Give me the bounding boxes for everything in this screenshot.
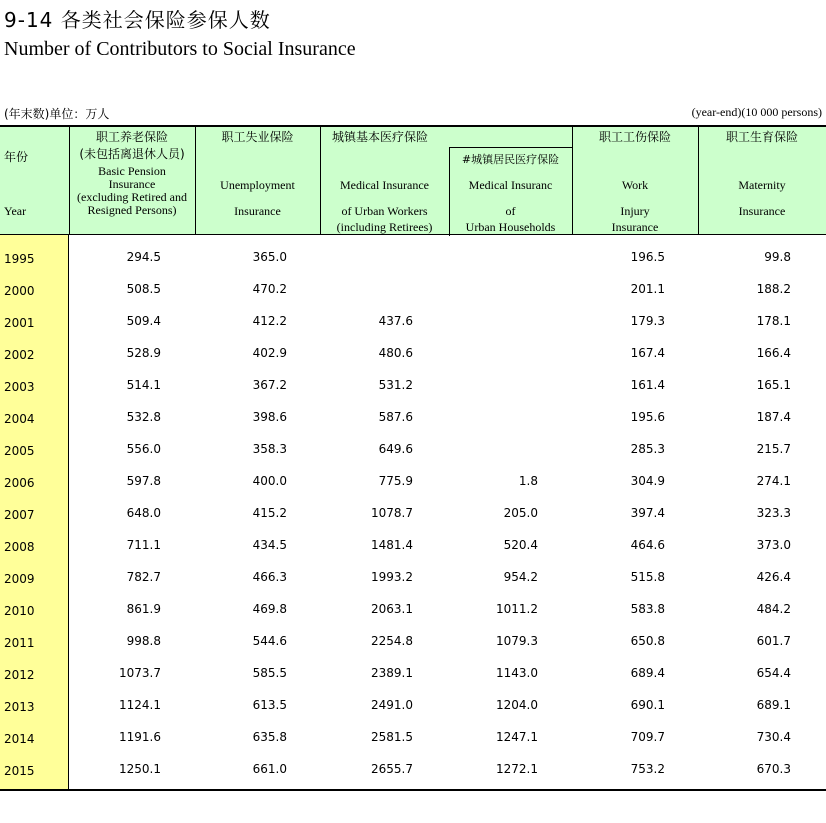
table-row xyxy=(0,561,826,593)
cell-urban: 1272.1 xyxy=(496,762,538,776)
cell-unemp: 400.0 xyxy=(252,474,287,488)
cell-pension: 532.8 xyxy=(126,410,161,424)
row-year: 2003 xyxy=(4,380,35,394)
header-unemployment-cn: 职工失业保险 xyxy=(221,130,294,144)
row-year: 2005 xyxy=(4,444,35,458)
cell-unemp: 412.2 xyxy=(252,314,287,328)
table-row xyxy=(0,689,826,721)
cell-pension: 509.4 xyxy=(126,314,161,328)
table-row xyxy=(0,593,826,625)
cell-pension: 294.5 xyxy=(126,250,161,264)
header-injury-en: Insurance xyxy=(611,220,659,234)
cell-maternity: 601.7 xyxy=(756,634,791,648)
table-row xyxy=(0,337,826,369)
header-year-en: Year xyxy=(4,204,27,218)
cell-maternity: 323.3 xyxy=(756,506,791,520)
cell-unemp: 469.8 xyxy=(252,602,287,616)
cell-urban: 1247.1 xyxy=(496,730,538,744)
header-urban-households-en: of xyxy=(505,204,516,218)
cell-pension: 1073.7 xyxy=(119,666,161,680)
cell-maternity: 426.4 xyxy=(756,570,791,584)
cell-urban: 205.0 xyxy=(503,506,538,520)
header-injury-en: Injury xyxy=(620,204,650,218)
header-maternity-cn: 职工生育保险 xyxy=(725,130,798,144)
cell-medical: 480.6 xyxy=(378,346,413,360)
table-row xyxy=(0,721,826,753)
table-body xyxy=(0,241,826,785)
cell-injury: 196.5 xyxy=(630,250,665,264)
cell-unemp: 358.3 xyxy=(252,442,287,456)
cell-pension: 711.1 xyxy=(126,538,161,552)
header-pension-cn: 职工养老保险 xyxy=(95,130,168,144)
cell-maternity: 670.3 xyxy=(756,762,791,776)
row-year: 2010 xyxy=(4,604,35,618)
cell-unemp: 635.8 xyxy=(252,730,287,744)
cell-medical: 587.6 xyxy=(378,410,413,424)
cell-maternity: 689.1 xyxy=(756,698,791,712)
row-year: 2002 xyxy=(4,348,35,362)
header-maternity-en: Insurance xyxy=(738,204,786,218)
table-row xyxy=(0,657,826,689)
cell-medical: 649.6 xyxy=(378,442,413,456)
cell-pension: 597.8 xyxy=(126,474,161,488)
cell-medical: 1481.4 xyxy=(371,538,413,552)
cell-maternity: 178.1 xyxy=(756,314,791,328)
cell-medical: 437.6 xyxy=(378,314,413,328)
cell-urban: 1204.0 xyxy=(496,698,538,712)
cell-injury: 201.1 xyxy=(630,282,665,296)
cell-medical: 2655.7 xyxy=(371,762,413,776)
cell-unemp: 613.5 xyxy=(252,698,287,712)
cell-injury: 515.8 xyxy=(630,570,665,584)
header-unemployment-en: Insurance xyxy=(234,204,281,218)
cell-injury: 304.9 xyxy=(630,474,665,488)
header-unemployment-en: Unemployment xyxy=(220,178,295,192)
header-urban-households-cn: #城镇居民医疗保险 xyxy=(461,153,560,166)
header-medical-en: (including Retirees) xyxy=(336,220,433,234)
cell-injury: 195.6 xyxy=(630,410,665,424)
cell-urban: 1.8 xyxy=(518,474,538,488)
cell-medical: 1078.7 xyxy=(371,506,413,520)
cell-pension: 1124.1 xyxy=(119,698,161,712)
table-bottom-rule xyxy=(0,789,826,791)
cell-unemp: 585.5 xyxy=(252,666,287,680)
table-row xyxy=(0,401,826,433)
header-pension xyxy=(69,129,195,217)
cell-injury: 690.1 xyxy=(630,698,665,712)
cell-pension: 514.1 xyxy=(126,378,161,392)
cell-maternity: 99.8 xyxy=(764,250,791,264)
header-maternity-en: Maternity xyxy=(738,178,786,192)
cell-injury: 650.8 xyxy=(630,634,665,648)
cell-pension: 861.9 xyxy=(126,602,161,616)
cell-medical: 2254.8 xyxy=(371,634,413,648)
cell-unemp: 398.6 xyxy=(252,410,287,424)
cell-maternity: 274.1 xyxy=(756,474,791,488)
cell-maternity: 654.4 xyxy=(756,666,791,680)
row-year: 2009 xyxy=(4,572,35,586)
cell-injury: 161.4 xyxy=(630,378,665,392)
row-year: 2008 xyxy=(4,540,35,554)
cell-unemp: 470.2 xyxy=(252,282,287,296)
cell-urban: 1011.2 xyxy=(496,602,538,616)
cell-pension: 998.8 xyxy=(126,634,161,648)
table-row xyxy=(0,305,826,337)
cell-medical: 2389.1 xyxy=(371,666,413,680)
cell-maternity: 484.2 xyxy=(756,602,791,616)
header-medical-en: Medical Insurance xyxy=(340,178,429,192)
table-row xyxy=(0,241,826,273)
header-pension-en: Resigned Persons) xyxy=(87,203,177,217)
cell-urban: 954.2 xyxy=(503,570,538,584)
cell-maternity: 373.0 xyxy=(756,538,791,552)
header-pension-en: Basic Pension xyxy=(98,164,166,178)
row-year: 2012 xyxy=(4,668,35,682)
cell-unemp: 367.2 xyxy=(252,378,287,392)
table-title-chinese: 9-14 各类社会保险参保人数 xyxy=(4,8,271,32)
table-row xyxy=(0,625,826,657)
table-row xyxy=(0,433,826,465)
row-year: 2015 xyxy=(4,764,35,778)
cell-maternity: 165.1 xyxy=(756,378,791,392)
cell-pension: 528.9 xyxy=(126,346,161,360)
cell-urban: 1079.3 xyxy=(496,634,538,648)
header-pension-en: (excluding Retired and xyxy=(77,190,187,204)
row-year: 2011 xyxy=(4,636,35,650)
cell-injury: 179.3 xyxy=(630,314,665,328)
cell-maternity: 730.4 xyxy=(756,730,791,744)
row-year: 2000 xyxy=(4,284,35,298)
cell-injury: 285.3 xyxy=(630,442,665,456)
cell-unemp: 434.5 xyxy=(252,538,287,552)
header-pension-cn-note: (未包括离退休人员) xyxy=(79,147,185,161)
cell-injury: 464.6 xyxy=(630,538,665,552)
cell-injury: 583.8 xyxy=(630,602,665,616)
cell-medical: 775.9 xyxy=(378,474,413,488)
cell-injury: 689.4 xyxy=(630,666,665,680)
cell-medical: 2063.1 xyxy=(371,602,413,616)
cell-injury: 753.2 xyxy=(630,762,665,776)
header-injury-cn: 职工工伤保险 xyxy=(598,130,671,144)
cell-unemp: 466.3 xyxy=(252,570,287,584)
cell-maternity: 215.7 xyxy=(756,442,791,456)
cell-maternity: 166.4 xyxy=(756,346,791,360)
table-header xyxy=(0,125,826,235)
row-year: 2001 xyxy=(4,316,35,330)
cell-maternity: 188.2 xyxy=(756,282,791,296)
row-year: 2013 xyxy=(4,700,35,714)
cell-pension: 556.0 xyxy=(126,442,161,456)
cell-maternity: 187.4 xyxy=(756,410,791,424)
cell-pension: 1191.6 xyxy=(119,730,161,744)
table-row xyxy=(0,753,826,785)
cell-pension: 782.7 xyxy=(126,570,161,584)
row-year: 2014 xyxy=(4,732,35,746)
table-row xyxy=(0,497,826,529)
table-row xyxy=(0,465,826,497)
header-urban-households-en: Urban Households xyxy=(465,220,556,234)
row-year: 1995 xyxy=(4,252,35,266)
table-row xyxy=(0,529,826,561)
row-year: 2006 xyxy=(4,476,35,490)
cell-medical: 1993.2 xyxy=(371,570,413,584)
row-year: 2004 xyxy=(4,412,35,426)
table-row xyxy=(0,369,826,401)
cell-urban: 1143.0 xyxy=(496,666,538,680)
cell-medical: 2581.5 xyxy=(371,730,413,744)
cell-pension: 1250.1 xyxy=(119,762,161,776)
header-medical-cn: 城镇基本医疗保险 xyxy=(332,130,429,144)
cell-unemp: 415.2 xyxy=(252,506,287,520)
row-year: 2007 xyxy=(4,508,35,522)
cell-unemp: 365.0 xyxy=(252,250,287,264)
header-medical-en: of Urban Workers xyxy=(341,204,428,218)
unit-label-english: (year-end)(10 000 persons) xyxy=(691,105,822,119)
cell-urban: 520.4 xyxy=(503,538,538,552)
cell-medical: 531.2 xyxy=(378,378,413,392)
cell-injury: 167.4 xyxy=(630,346,665,360)
cell-unemp: 544.6 xyxy=(252,634,287,648)
unit-label-chinese: (年末数)单位：万人 xyxy=(4,107,110,121)
header-urban-households-en: Medical Insuranc xyxy=(468,178,553,192)
cell-injury: 397.4 xyxy=(630,506,665,520)
header-pension-en: Insurance xyxy=(108,177,156,191)
cell-unemp: 661.0 xyxy=(252,762,287,776)
cell-unemp: 402.9 xyxy=(252,346,287,360)
header-year-cn: 年份 xyxy=(4,150,29,164)
cell-injury: 709.7 xyxy=(630,730,665,744)
cell-medical: 2491.0 xyxy=(371,698,413,712)
table-row xyxy=(0,273,826,305)
header-injury-en: Work xyxy=(621,178,649,192)
cell-pension: 508.5 xyxy=(126,282,161,296)
table-title-english: Number of Contributors to Social Insurance xyxy=(4,38,356,60)
cell-pension: 648.0 xyxy=(126,506,161,520)
